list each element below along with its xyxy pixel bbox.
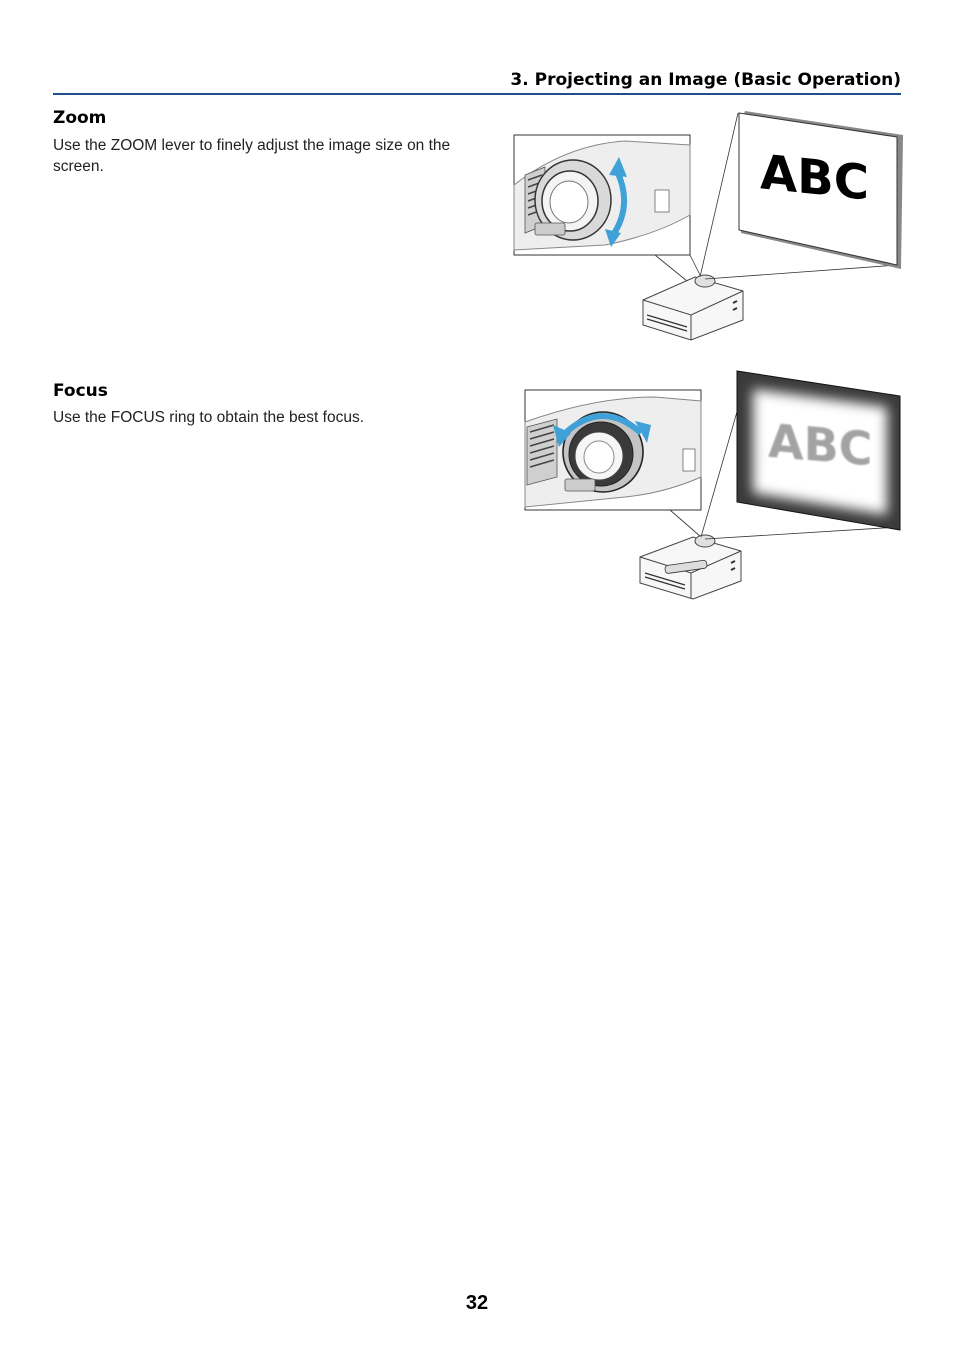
projection-ray xyxy=(705,527,899,539)
page-header-title: 3. Projecting an Image (Basic Operation) xyxy=(510,70,901,90)
projection-ray xyxy=(700,113,738,277)
projector-icon xyxy=(643,275,743,340)
projector-icon xyxy=(640,535,741,599)
callout-line xyxy=(670,510,701,537)
callout-line xyxy=(655,255,687,281)
focus-illustration xyxy=(515,367,905,615)
zoom-heading: Zoom xyxy=(53,108,107,128)
focus-heading: Focus xyxy=(53,381,108,401)
focus-screen-text: ABC xyxy=(768,413,873,477)
focus-description: Use the FOCUS ring to obtain the best focus. xyxy=(53,409,365,426)
zoom-description: Use the ZOOM lever to finely adjust the image size on the screen. xyxy=(53,137,451,175)
zoom-illustration xyxy=(505,105,905,350)
page-number: 32 xyxy=(465,1292,489,1314)
header-divider xyxy=(53,93,901,95)
zoom-screen-text: ABC xyxy=(760,144,869,212)
projection-ray xyxy=(705,265,898,279)
